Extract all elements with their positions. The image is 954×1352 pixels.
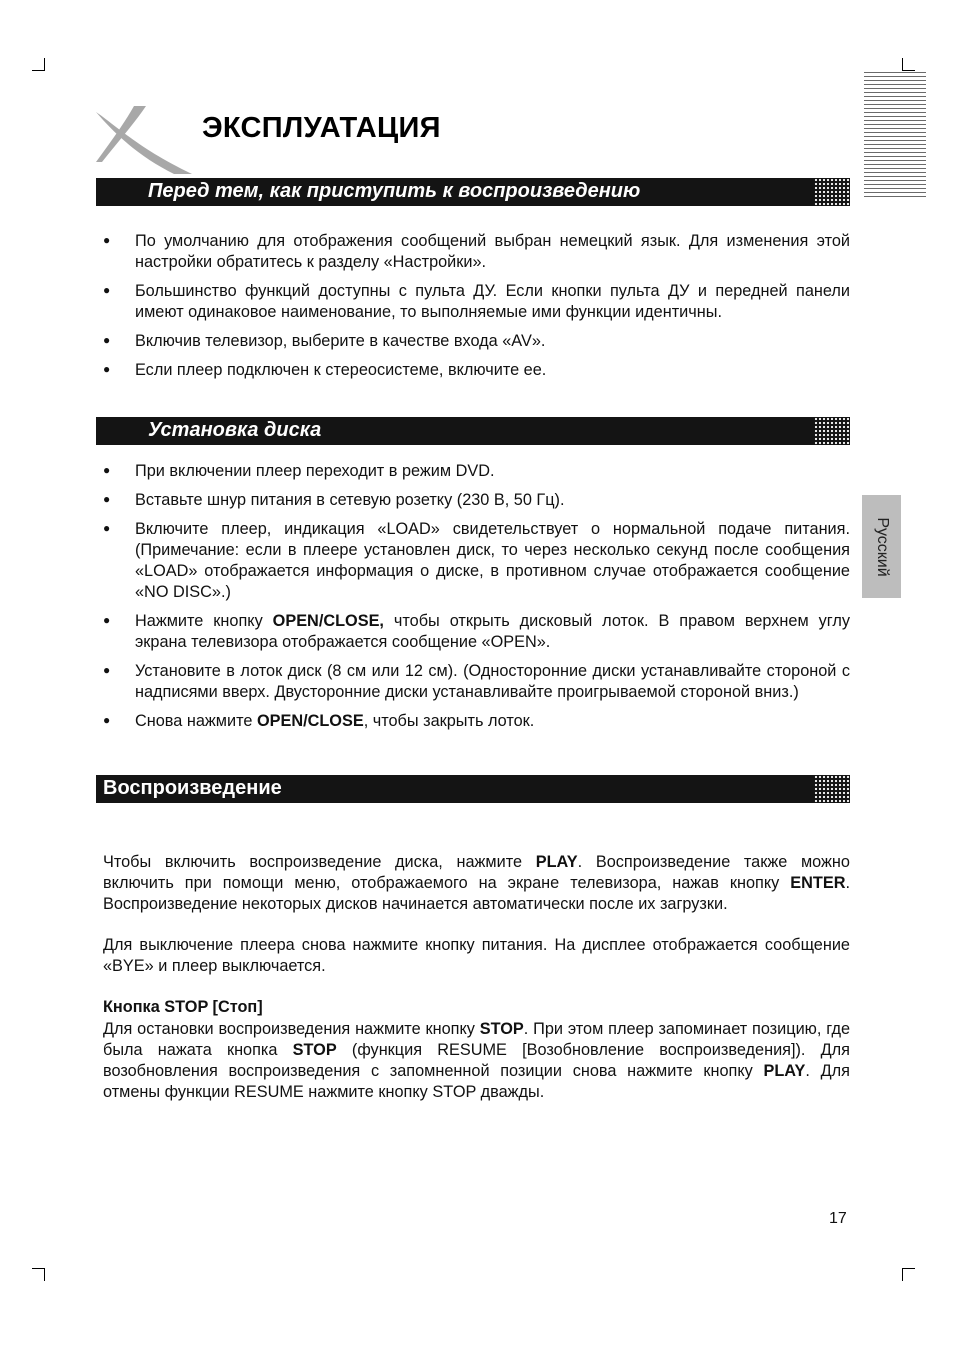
key-name: OPEN/CLOSE (256, 712, 364, 730)
key-name: PLAY (535, 853, 578, 871)
crop-mark-bottom-right (902, 1268, 915, 1281)
list-item: ● По умолчанию для отображения сообщений выбран немецкий язык. Для изменения этой настройки обратитесь к разделу «Настройки». (103, 231, 850, 273)
crop-mark-top-right (902, 58, 915, 71)
dot-pattern (814, 417, 850, 445)
stop-paragraph: Для остановки воспроизведения нажмите кнопку STOP. При этом плеер запоминает позицию, где была нажата кнопка STOP (функция RESUME [Возобновление воспроизведения]). Для возобновления воспроизведения с запомненной позиции снова нажмите кнопку PLAY. Для отмены функции RESUME нажмите кнопку STOP дважды. (103, 1020, 851, 1101)
crop-mark-top-left (32, 58, 45, 71)
language-tab (862, 495, 901, 598)
playback-paragraph-1: Чтобы включить воспроизведение диска, нажмите PLAY. Воспроизведение также можно включить при помощи меню, отображаемого на экране телевизора, нажав кнопку ENTER. Воспроизведение некоторых дисков начинается автоматически после их загрузки. (103, 853, 850, 913)
key-name: OPEN/CLOSE, (272, 612, 384, 630)
disc-install-list (103, 461, 850, 740)
list-item: ● Включив телевизор, выберите в качестве входа «AV». (103, 331, 850, 352)
key-name: PLAY (763, 1062, 806, 1080)
list-item: ● Нажмите кнопку OPEN/CLOSE, чтобы открыть дисковый лоток. В правом верхнем углу экрана телевизора отображается сообщение «OPEN». (103, 611, 850, 653)
dot-pattern (814, 775, 850, 803)
section-title: Воспроизведение (103, 777, 282, 799)
list-item: ● При включении плеер переходит в режим DVD. (103, 461, 850, 482)
key-name: STOP (292, 1041, 337, 1059)
list-item: ● Большинство функций доступны с пульта ДУ. Если кнопки пульта ДУ и передней панели имеют одинаковое наименование, то выполняемые ими функции идентичны. (103, 281, 850, 323)
page-title: ЭКСПЛУАТАЦИЯ (202, 112, 441, 144)
section-header-before-play (96, 178, 850, 206)
crop-mark-bottom-left (32, 1268, 45, 1281)
section-title: Перед тем, как приступить к воспроизведению (148, 180, 641, 202)
section-header-disc-install (96, 417, 850, 445)
playback-paragraph-2: Для выключение плеера снова нажмите кнопку питания. На дисплее отображается сообщение «BYE» и плеер выключается. (103, 936, 850, 975)
key-name: STOP (479, 1020, 524, 1038)
before-play-list (103, 231, 850, 389)
decorative-stripes (864, 72, 926, 200)
key-name: ENTER (790, 874, 846, 892)
section-title: Установка диска (148, 419, 322, 441)
list-item: ● Если плеер подключен к стереосистеме, включите ее. (103, 360, 850, 381)
x-logo-icon (94, 104, 194, 176)
list-item: ● Установите в лоток диск (8 см или 12 см). (Односторонние диски устанавливайте стороной с надписями вверх. Двусторонние диски устанавливайте проигрываемой стороной вниз.) (103, 661, 850, 703)
dot-pattern (814, 178, 850, 206)
section-header-playback (96, 775, 850, 803)
page-number: 17 (829, 1210, 847, 1227)
list-item: ● Снова нажмите OPEN/CLOSE, чтобы закрыть лоток. (103, 711, 850, 732)
list-item: ● Включите плеер, индикация «LOAD» свидетельствует о нормальной подаче питания. (Примечание: если в плеере установлен диск, то через несколько секунд после сообщения «LOAD» отображается информация о диске, в противном случае отображается сообщение «NO DISC».) (103, 519, 850, 603)
stop-subheading: Кнопка STOP [Стоп] (103, 998, 263, 1016)
language-tab-label: Русский (873, 516, 891, 577)
list-item: ● Вставьте шнур питания в сетевую розетку (230 В, 50 Гц). (103, 490, 850, 511)
